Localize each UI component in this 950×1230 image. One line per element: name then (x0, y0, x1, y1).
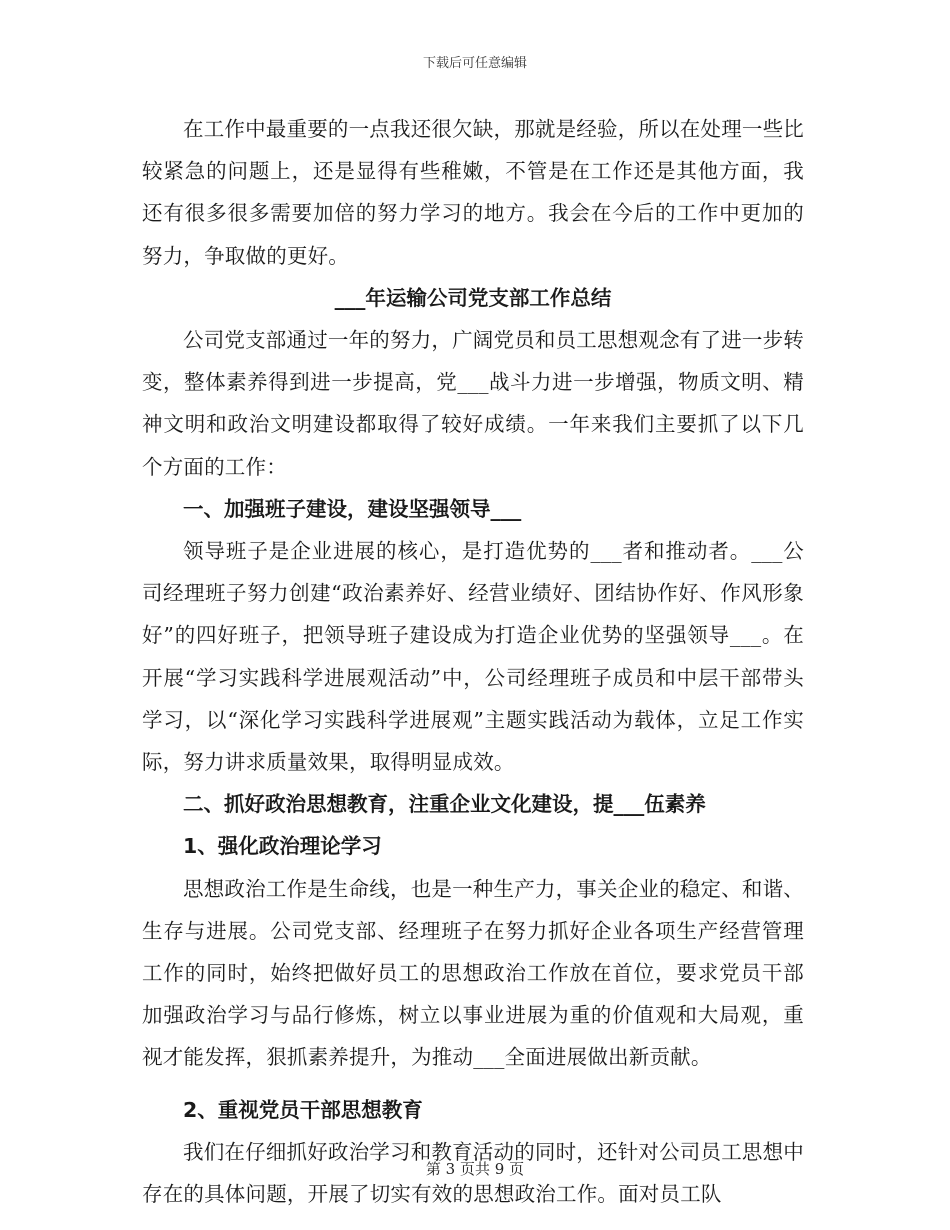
page-header: 下载后可任意编辑 (422, 56, 527, 71)
document-title: ___年运输公司党支部工作总结 (334, 285, 612, 310)
paragraph-political-study: 思想政治工作是生命线，也是一种生产力，事关企业的稳定、和谐、生存与进展。公司党支部、经理班子在努力抓好企业各项生产经营管理工作的同时，始终把做好员工的思想政治工作放在首位，要求党员干部加强政治学习与品行修炼，树立以事业进展为重的价值观和大局观，重视才能发挥，狠抓素养提升，为推动___全面进展做出新贡献。 (142, 876, 804, 1070)
paragraph-ideological-education: 我们在仔细抓好政治学习和教育活动的同时，还针对公司员工思想中存在的具体问题，开展了切实有效的思想政治工作。面对员工队 (142, 1139, 804, 1207)
heading-subsection-2: 2、重视党员干部思想教育 (183, 1097, 423, 1122)
document-body (142, 108, 804, 1215)
paragraph-intro: 公司党支部通过一年的努力，广阔党员和员工思想观念有了进一步转变，整体素养得到进一步提高，党___战斗力进一步增强，物质文明、精神文明和政治文明建设都取得了较好成绩。一年来我们主要抓了以下几个方面的工作： (142, 328, 804, 479)
page-number: 第 3 页共 9 页 (425, 1160, 525, 1178)
heading-section-2: 二、抓好政治思想教育，注重企业文化建设，提___伍素养 (183, 792, 706, 817)
paragraph-leadership: 领导班子是企业进展的核心，是打造优势的___者和推动者。___公司经理班子努力创建“政治素养好、经营业绩好、团结协作好、作风形象好”的四好班子，把领导班子建设成为打造企业优势的坚强领导___。在开展“学习实践科学进展观活动”中，公司经理班子成员和中层干部带头学习，以“深化学习实践科学进展观”主题实践活动为载体，立足工作实际，努力讲求质量效果，取得明显成效。 (142, 539, 804, 775)
paragraph-work-experience: 在工作中最重要的一点我还很欠缺，那就是经验，所以在处理一些比较紧急的问题上，还是显得有些稚嫩，不管是在工作还是其他方面，我还有很多很多需要加倍的努力学习的地方。我会在今后的工作中更加的努力，争取做的更好。 (142, 117, 804, 268)
heading-section-1: 一、加强班子建设，建设坚强领导___ (183, 496, 522, 521)
heading-subsection-1: 1、强化政治理论学习 (183, 834, 382, 859)
